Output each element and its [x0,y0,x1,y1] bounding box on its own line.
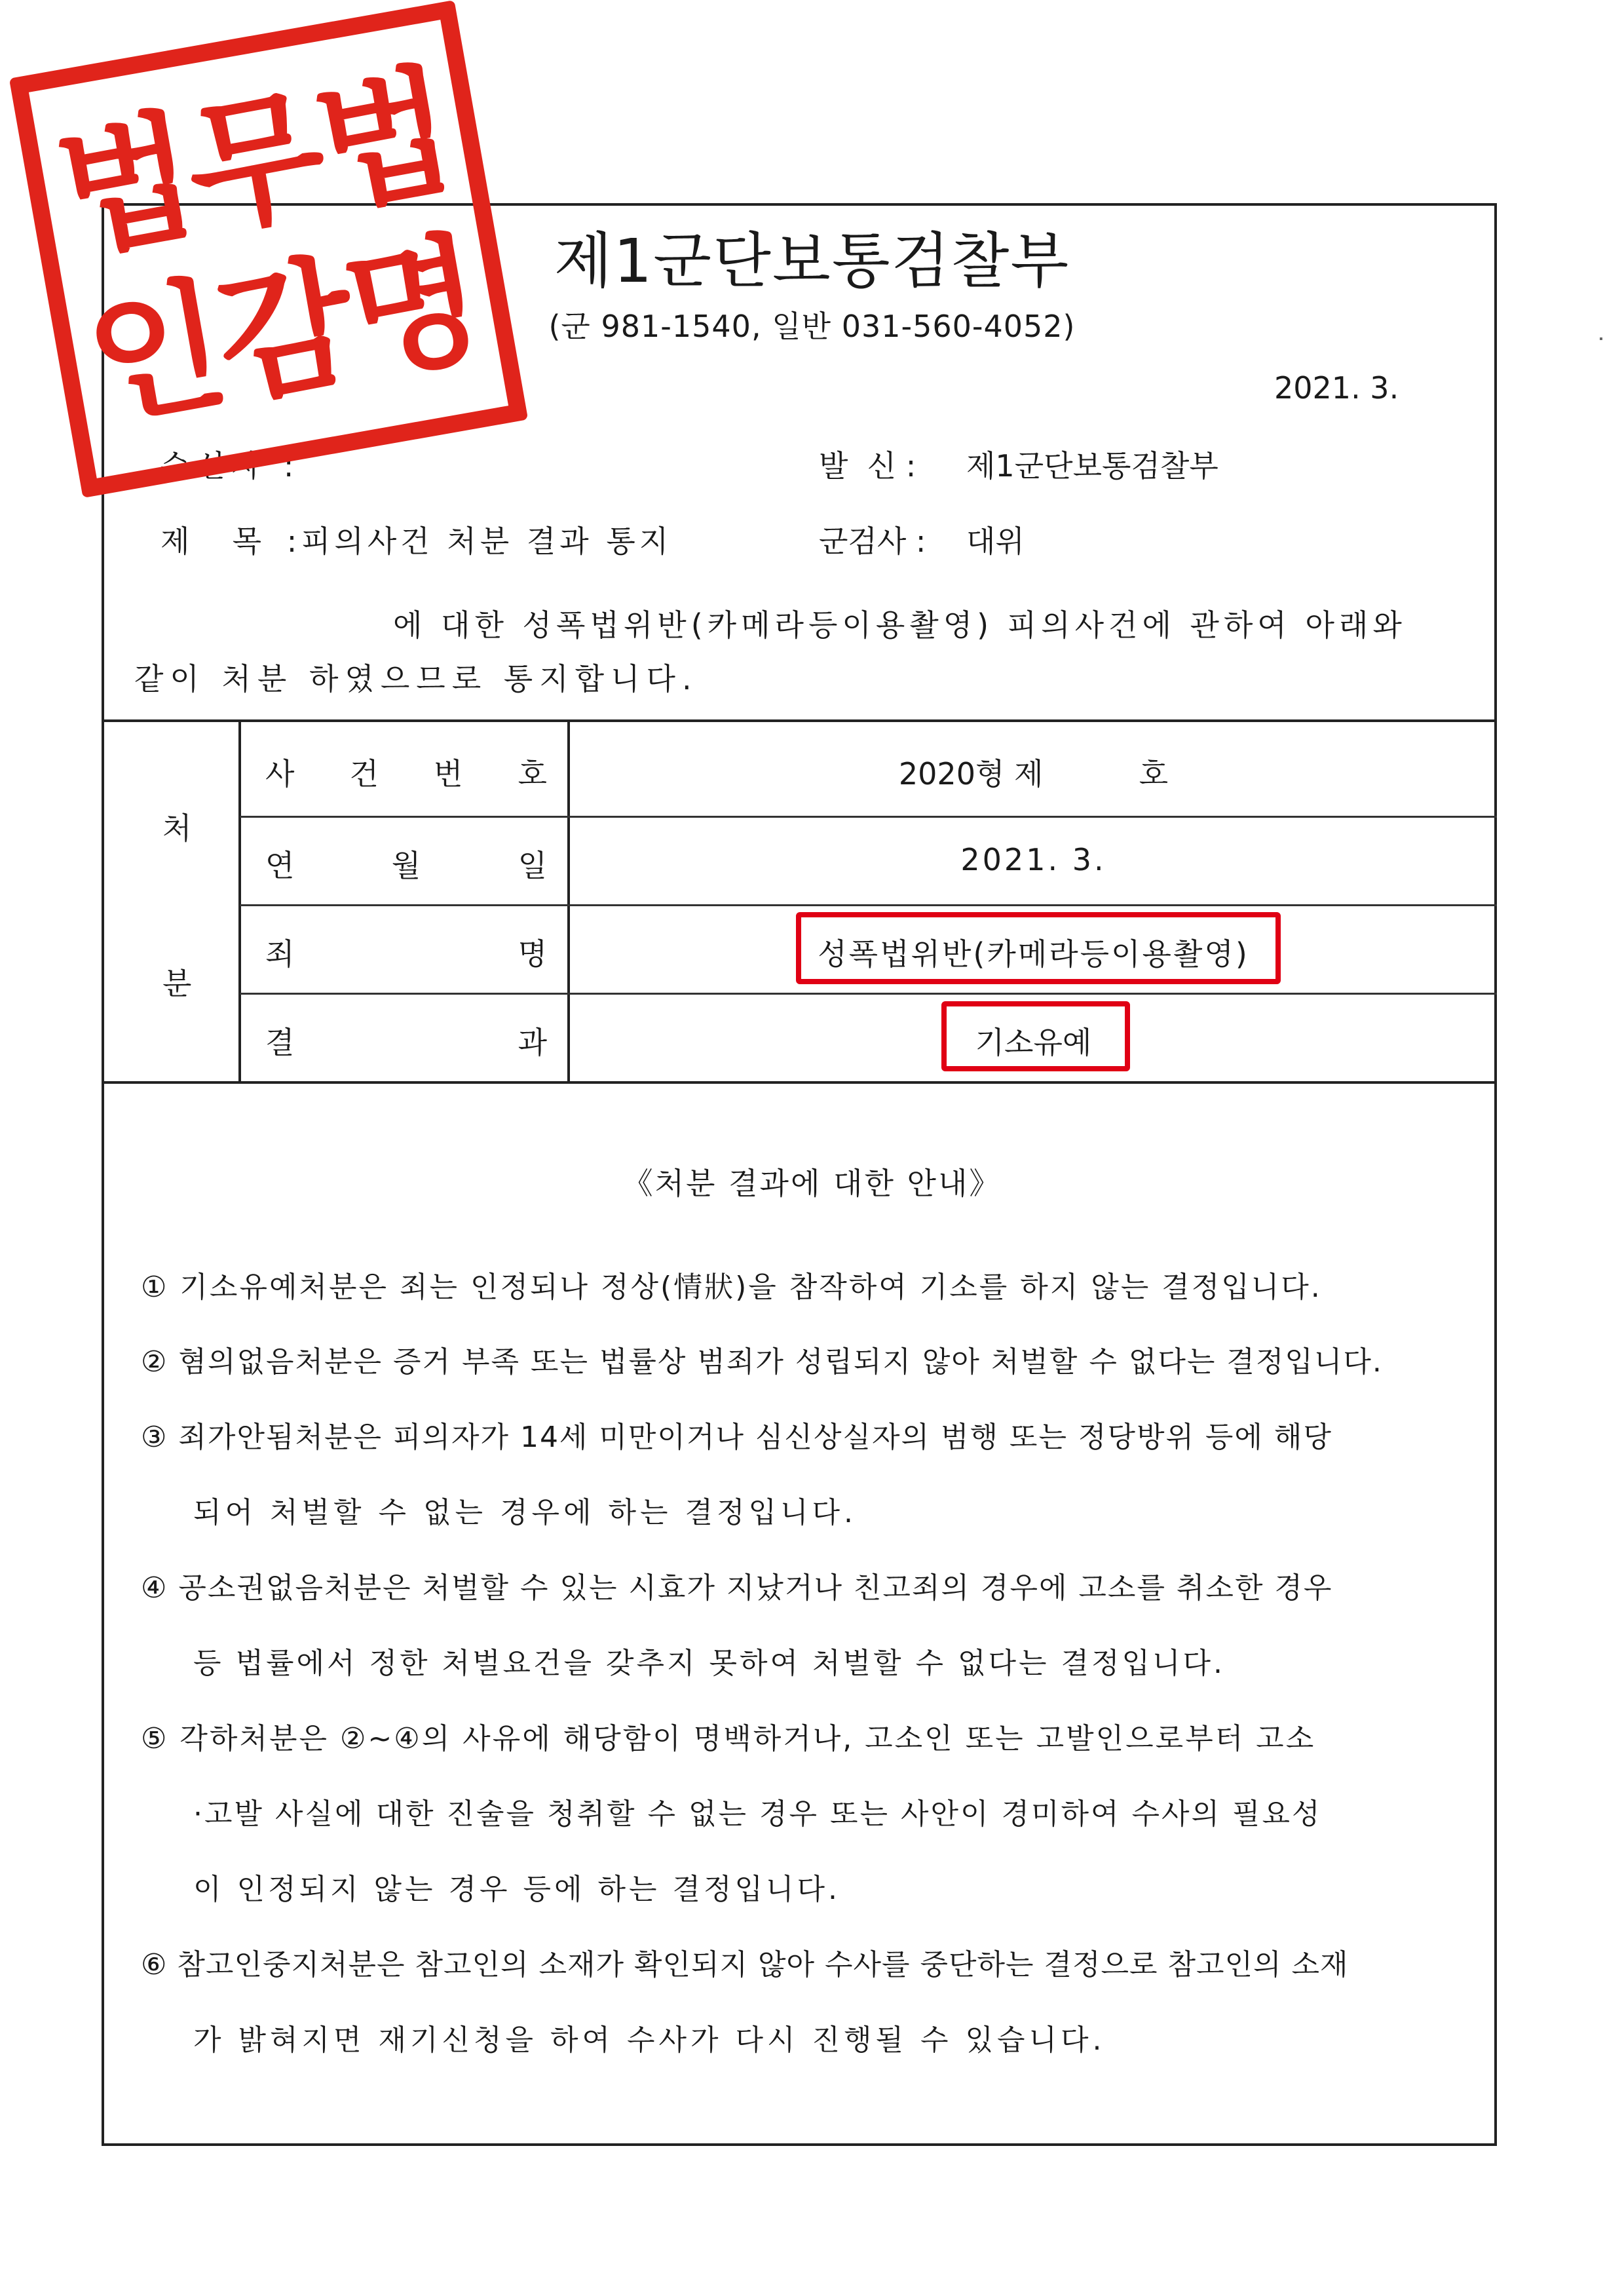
table-top-border [102,719,1497,722]
value-result: 기소유예 [975,1025,1092,1060]
notice-line-2: 같이 처분 하였으므로 통지합니다. [134,661,698,697]
value-case-number: 2020형 제 호 [898,756,1169,792]
document-title: 제1군단보통검찰부 [554,226,1070,296]
guide-item: ⑥ 참고인중지처분은 참고인의 소재가 확인되지 않아 수사를 중단하는 결정으로 참고인의 소재 [141,1948,1349,1981]
table-row-line [240,816,1497,818]
guide-item-cont: 등 법률에서 정한 처벌요건을 갖추지 못하여 처벌할 수 없다는 결정입니다. [193,1647,1225,1680]
highlight-result-box [941,1001,1130,1071]
sender-value: 제1군단보통검찰부 [966,448,1218,484]
value-charge: 성폭법위반(카메라등이용촬영) [818,936,1249,972]
side-label-bottom: 분 [162,966,192,1001]
guide-item: ② 혐의없음처분은 증거 부족 또는 법률상 범죄가 성립되지 않아 처벌할 수 없다는 결정입니다. [141,1345,1383,1379]
law-firm-seal-stamp [9,0,528,498]
guide-item: ④ 공소권없음처분은 처벌할 수 있는 시효가 지났거나 친고죄의 경우에 고소를 취소한 경우 [141,1571,1333,1605]
sender-label: 발 신 : [819,448,916,484]
document-date: 2021. 3. [1274,370,1399,406]
contact-phone: (군 981-1540, 일반 031-560-4052) [548,309,1076,344]
guide-item-cont: ·고발 사실에 대한 진술을 청취할 수 없는 경우 또는 사안이 경미하여 수사의 필요성 [193,1797,1322,1831]
subject-label: 제 목 : [161,524,305,559]
stamp-line-2: 인감명 [75,216,491,447]
side-label-top: 처 [162,811,192,846]
recipient-label: 수신자 : [161,448,301,484]
table-row-line [240,993,1497,995]
table-row-line [240,904,1497,906]
guide-item: ⑤ 각하처분은 ②~④의 사유에 해당함이 명백하거나, 고소인 또는 고발인으로부터 고소 [141,1722,1316,1755]
stamp-line-1: 법무법 [46,48,461,279]
notice-line-1: 에 대한 성폭법위반(카메라등이용촬영) 피의사건에 관하여 아래와 [393,607,1407,643]
guide-item: ③ 죄가안됨처분은 피의자가 14세 미만이거나 심신상실자의 범행 또는 정당방위 등에 해당 [141,1421,1332,1454]
value-date: 2021. 3. [960,842,1106,877]
prosecutor-value: 대위 [966,524,1025,559]
label-charge: 죄 명 [265,936,547,972]
label-date: 연 월 일 [265,848,547,883]
subject-value: 피의사건 처분 결과 통지 [301,524,673,559]
prosecutor-label: 군검사 : [819,524,926,559]
table-bottom-border [102,1081,1497,1084]
table-divider-side [238,719,241,1084]
guide-item-cont: 이 인정되지 않는 경우 등에 하는 결정입니다. [193,1873,840,1906]
highlight-charge-box [796,912,1281,984]
guide-item: ① 기소유예처분은 죄는 인정되나 정상(情狀)을 참작하여 기소를 하지 않는 결정입니다. [141,1271,1322,1304]
label-result: 결 과 [265,1025,547,1060]
guide-item-cont: 가 밝혀지면 재기신청을 하여 수사가 다시 진행될 수 있습니다. [193,2023,1106,2057]
guide-item-cont: 되어 처벌할 수 없는 경우에 하는 결정입니다. [193,1496,857,1529]
guide-title: 《처분 결과에 대한 안내》 [622,1166,1002,1201]
label-case-number: 사 건 번 호 [265,756,547,792]
